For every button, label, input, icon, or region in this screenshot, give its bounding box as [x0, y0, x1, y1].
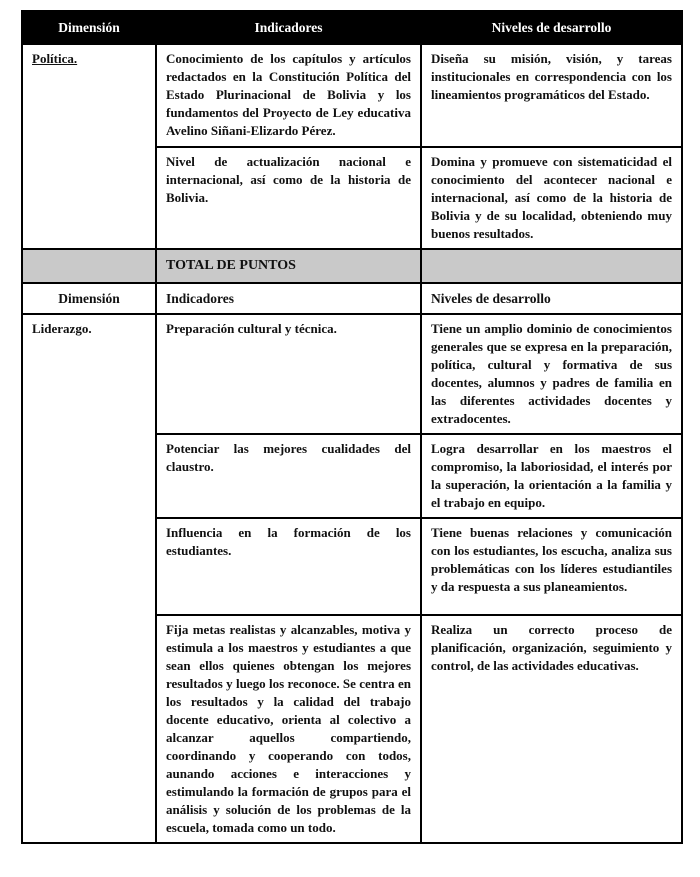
total-points-label-cell: TOTAL DE PUNTOS	[156, 249, 421, 283]
indicator-cell: Conocimiento de los capítulos y artículos redactados en la Constitución Política del Estado Plurinacional de Bolivia y los fundamentos del Proyecto de Ley educativa Avelino Siñani-Elizardo Pérez.	[156, 44, 421, 147]
level-cell: Diseña su misión, visión, y tareas institucionales en correspondencia con los lineamientos programáticos del Estado.	[421, 44, 682, 147]
subheader-cell-niveles: Niveles de desarrollo	[421, 283, 682, 314]
table-subheader-row	[22, 283, 682, 314]
level-cell: Domina y promueve con sistematicidad el conocimiento del acontecer nacional e internacional, así como de la historia de Bolivia y de su localidad, obteniendo muy buenos resultados.	[421, 147, 682, 249]
table-row	[22, 314, 682, 434]
total-points-empty-cell	[421, 249, 682, 283]
dimension-cell-liderazgo	[22, 314, 156, 843]
subheader-cell-dimension: Dimensión	[22, 283, 156, 314]
indicator-cell: Nivel de actualización nacional e internacional, así como de la historia de Bolivia.	[156, 147, 421, 249]
dimension-label-liderazgo: Liderazgo.	[32, 321, 92, 336]
level-cell: Logra desarrollar en los maestros el compromiso, la laboriosidad, el interés por la superación, la orientación a la familia y el trabajo en equipo.	[421, 434, 682, 518]
indicator-cell: Potenciar las mejores cualidades del claustro.	[156, 434, 421, 518]
level-cell: Tiene un amplio dominio de conocimientos generales que se expresa en la preparación, política, cultural y formativa de sus docentes, alumnos y padres de familia en las diferentes actividades docentes y extradocentes.	[421, 314, 682, 434]
header-cell-dimension: Dimensión	[22, 11, 156, 44]
total-points-empty-cell	[22, 249, 156, 283]
indicator-cell: Preparación cultural y técnica.	[156, 314, 421, 434]
dimension-cell-politica	[22, 44, 156, 249]
level-cell: Realiza un correcto proceso de planificación, organización, seguimiento y control, de las actividades educativas.	[421, 615, 682, 843]
level-cell: Tiene buenas relaciones y comunicación con los estudiantes, los escucha, analiza sus problemáticas con los líderes estudiantiles y da respuesta a sus planeamientos.	[421, 518, 682, 615]
indicator-cell: Fija metas realistas y alcanzables, motiva y estimula a los maestros y estudiantes a que sean ellos quienes obtengan los mejores resultados y luego los reconoce. Se centra en los resultados y la calidad del trabajo docente educativo, orienta al colectivo a alcanzar aquellos compartiendo, coordinando y cooperando con todos, aunando acciones e interacciones y estimulando la formación de grupos para el análisis y solución de los problemas de la escuela, tomada como un todo.	[156, 615, 421, 843]
indicator-cell: Influencia en la formación de los estudiantes.	[156, 518, 421, 615]
header-cell-indicadores: Indicadores	[156, 11, 421, 44]
subheader-cell-indicadores: Indicadores	[156, 283, 421, 314]
table-header-row	[22, 11, 682, 44]
table-row	[22, 44, 682, 147]
dimension-label-politica: Política.	[32, 51, 78, 66]
total-points-row	[22, 249, 682, 283]
header-cell-niveles: Niveles de desarrollo	[421, 11, 682, 44]
evaluation-rubric-table	[21, 10, 683, 844]
